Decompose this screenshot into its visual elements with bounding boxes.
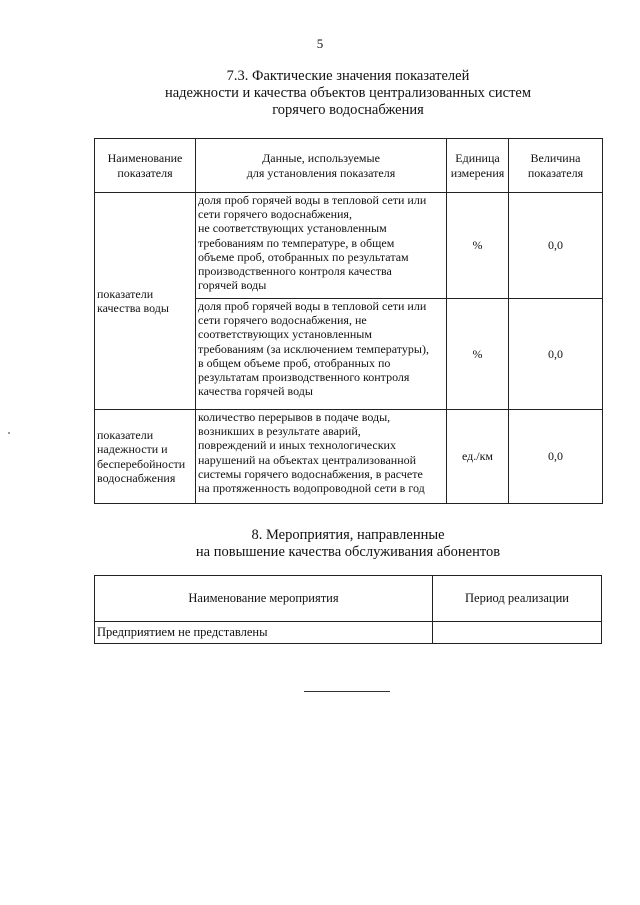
table-row — [95, 410, 603, 504]
row-data-text: количество перерывов в подаче воды, возникших в результате аварий, повреждений и иных технологических нарушений на объектах централизованной системы горячего водоснабжения, в расчете на протяженность водопроводной сети в год — [196, 410, 447, 504]
page-number: 5 — [316, 36, 324, 51]
section-8-title — [0, 527, 640, 561]
row-value: 0,0 — [509, 299, 603, 410]
table-header-row — [95, 139, 603, 193]
title-line: 7.3. Фактические значения показателей — [226, 68, 470, 84]
header-unit: Единица измерения — [447, 139, 509, 193]
closing-divider-line — [304, 691, 390, 692]
measure-name-cell: Предприятием не представлены — [95, 622, 433, 644]
title-line: 8. Мероприятия, направленные — [251, 527, 445, 543]
row-data-text: доля проб горячей воды в тепловой сети или сети горячего водоснабжения, не соответствующих установленным требованиям (за исключением температуры), в общем объеме проб, отобранных по результатам производственного контроля качества горячей воды — [196, 299, 447, 410]
title-line: горячего водоснабжения — [272, 102, 424, 118]
scan-artifact-dot — [8, 432, 10, 434]
table-row — [95, 193, 603, 299]
title-line: на повышение качества обслуживания абонентов — [195, 544, 501, 560]
header-value: Величина показателя — [509, 139, 603, 193]
title-line: надежности и качества объектов централизованных систем — [164, 85, 532, 101]
table-row — [95, 622, 602, 644]
header-period: Период реализации — [433, 576, 602, 622]
group-reliability: показатели надежности и бесперебойности водоснабжения — [95, 410, 196, 504]
measures-table — [94, 575, 602, 644]
row-data-text: доля проб горячей воды в тепловой сети или сети горячего водоснабжения, не соответствующих установленным требованиям по температуре, в общем объеме проб, отобранных по результатам производственного контроля качества горячей воды — [196, 193, 447, 299]
header-data-used: Данные, используемые для установления показателя — [196, 139, 447, 193]
header-measure-name: Наименование мероприятия — [95, 576, 433, 622]
row-unit: % — [447, 193, 509, 299]
header-indicator-name: Наименование показателя — [95, 139, 196, 193]
row-unit: % — [447, 299, 509, 410]
row-unit: ед./км — [447, 410, 509, 504]
measure-period-cell — [433, 622, 602, 644]
reliability-quality-table — [94, 138, 603, 504]
table-header-row — [95, 576, 602, 622]
section-7-3-title — [0, 68, 640, 119]
row-value: 0,0 — [509, 193, 603, 299]
group-water-quality: показатели качества воды — [95, 193, 196, 410]
row-value: 0,0 — [509, 410, 603, 504]
